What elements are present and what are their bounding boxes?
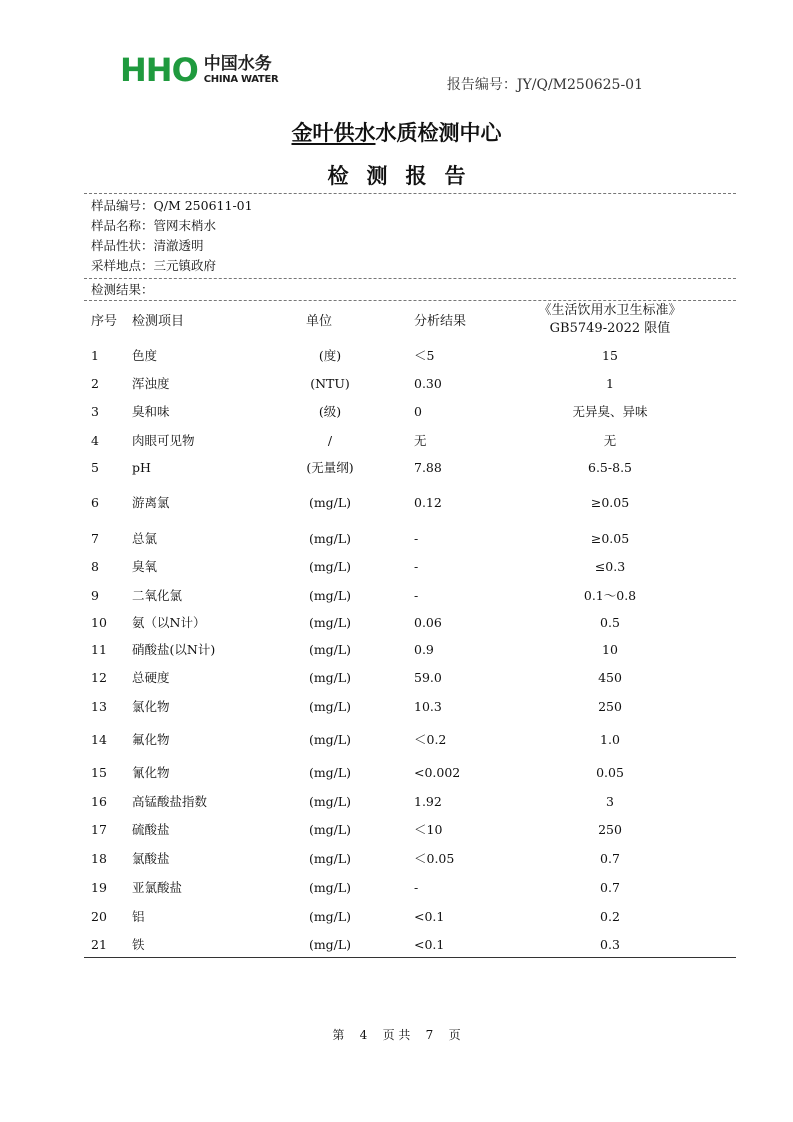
cell-result: -: [414, 880, 419, 895]
cell-result: 0.12: [414, 495, 442, 510]
cell-limit: 0.2: [600, 909, 620, 924]
divider-results: [84, 300, 736, 301]
cell-limit: 0.5: [600, 615, 620, 630]
cell-item: 浑浊度: [132, 376, 170, 391]
cell-limit: 6.5-8.5: [588, 460, 632, 475]
table-row: [0, 374, 793, 394]
table-row: [0, 529, 793, 549]
logo-mark: HHO: [120, 51, 198, 89]
cell-result: <0.002: [414, 765, 461, 780]
cell-limit: 250: [598, 822, 622, 837]
cell-result: 59.0: [414, 670, 442, 685]
table-row: [0, 849, 793, 869]
table-row: [0, 431, 793, 451]
cell-item: 总氯: [132, 531, 158, 546]
cell-seq: 20: [91, 909, 107, 924]
cell-seq: 10: [91, 615, 107, 630]
sample-name: 样品名称：管网末梢水: [91, 218, 217, 233]
header-result: 分析结果: [414, 314, 467, 329]
header-limit-standard: 《生活饮用水卫生标准》: [538, 303, 682, 318]
cell-seq: 6: [91, 495, 99, 510]
cell-unit: (mg/L): [308, 822, 352, 837]
table-row: [0, 346, 793, 366]
cell-result: ＜5: [414, 348, 435, 363]
cell-unit: /: [327, 433, 333, 448]
cell-seq: 3: [91, 404, 99, 419]
cell-unit: (NTU): [310, 376, 350, 391]
table-row: [0, 820, 793, 840]
cell-item: 氯酸盐: [132, 851, 170, 866]
cell-limit: 1.0: [600, 732, 620, 747]
footer-end: 页: [448, 1028, 461, 1042]
cell-result: 7.88: [414, 460, 442, 475]
logo-text: [204, 54, 279, 86]
company-logo: [120, 50, 278, 90]
cell-seq: 5: [91, 460, 99, 475]
cell-unit: (mg/L): [308, 588, 352, 603]
cell-result: 0.30: [414, 376, 442, 391]
sample-info: [91, 196, 253, 276]
table-row: [0, 668, 793, 688]
document-subtitle: 检测报告: [327, 164, 484, 188]
cell-item: pH: [132, 460, 151, 475]
cell-limit: 0.7: [600, 851, 620, 866]
footer-total-pages: 7: [425, 1028, 434, 1042]
table-row: [0, 763, 793, 783]
cell-limit: 10: [602, 642, 618, 657]
cell-item: 亚氯酸盐: [132, 880, 183, 895]
cell-seq: 7: [91, 531, 99, 546]
cell-unit: (mg/L): [308, 642, 352, 657]
cell-item: 肉眼可见物: [132, 433, 195, 448]
cell-result: -: [414, 531, 419, 546]
header-limit: [500, 302, 720, 338]
cell-item: 臭氧: [132, 559, 158, 574]
cell-item: 色度: [132, 348, 158, 363]
table-row: [0, 730, 793, 750]
cell-item: 氨（以N计）: [132, 615, 206, 630]
table-row: [0, 878, 793, 898]
cell-limit: 1: [606, 376, 614, 391]
logo-english: CHINA WATER: [203, 74, 279, 85]
sampling-location: 采样地点：三元镇政府: [91, 258, 217, 273]
header-limit-code: GB5749-2022 限值: [549, 321, 671, 336]
table-row: [0, 697, 793, 717]
cell-limit: 0.7: [600, 880, 620, 895]
sample-appearance: 样品性状：清澈透明: [91, 238, 204, 253]
cell-limit: 3: [606, 794, 614, 809]
cell-unit: (mg/L): [308, 880, 352, 895]
cell-unit: (mg/L): [308, 670, 352, 685]
table-row: [0, 402, 793, 422]
cell-result: -: [414, 588, 419, 603]
cell-result: <0.1: [414, 909, 445, 924]
cell-seq: 11: [91, 642, 107, 657]
report-number: 报告编号：JY/Q/M250625-01: [446, 77, 643, 93]
cell-unit: (mg/L): [308, 765, 352, 780]
cell-result: 无: [414, 433, 427, 448]
header-item: 检测项目: [132, 314, 185, 329]
cell-result: ＜0.05: [414, 851, 455, 866]
cell-limit: 250: [598, 699, 622, 714]
cell-item: 铝: [132, 909, 145, 924]
cell-result: -: [414, 559, 419, 574]
cell-result: 0.06: [414, 615, 442, 630]
table-row: [0, 557, 793, 577]
table-row: [0, 907, 793, 927]
cell-seq: 19: [91, 880, 107, 895]
cell-seq: 16: [91, 794, 107, 809]
cell-item: 二氧化氯: [132, 588, 183, 603]
cell-result: ＜0.2: [414, 732, 447, 747]
cell-limit: ≤0.3: [594, 559, 626, 574]
cell-result: 0.9: [414, 642, 434, 657]
cell-unit: (无量纲): [306, 460, 354, 475]
sample-id: 样品编号：Q/M 250611-01: [91, 198, 253, 213]
cell-seq: 14: [91, 732, 107, 747]
cell-item: 总硬度: [132, 670, 170, 685]
result-label: 检测结果：: [91, 282, 154, 297]
cell-seq: 8: [91, 559, 99, 574]
cell-unit: (mg/L): [308, 937, 352, 952]
table-row: [0, 613, 793, 633]
cell-item: 氟化物: [132, 732, 170, 747]
cell-result: ＜10: [414, 822, 443, 837]
cell-seq: 13: [91, 699, 107, 714]
cell-seq: 15: [91, 765, 107, 780]
divider-info: [84, 278, 736, 279]
cell-limit: 15: [602, 348, 618, 363]
cell-result: 10.3: [414, 699, 442, 714]
cell-item: 铁: [132, 937, 145, 952]
cell-item: 氯化物: [132, 699, 170, 714]
table-row: [0, 640, 793, 660]
table-row: [0, 935, 793, 955]
cell-result: 0: [414, 404, 422, 419]
page-footer: [0, 1026, 793, 1043]
document-title: [0, 117, 793, 147]
cell-seq: 1: [91, 348, 99, 363]
cell-limit: 0.1～0.8: [583, 588, 637, 603]
cell-seq: 2: [91, 376, 99, 391]
footer-page-label: 第: [332, 1028, 345, 1042]
table-row: [0, 792, 793, 812]
cell-unit: (mg/L): [308, 615, 352, 630]
title-underlined: 金叶供水: [291, 121, 376, 145]
cell-seq: 9: [91, 588, 99, 603]
cell-seq: 18: [91, 851, 107, 866]
cell-unit: (mg/L): [308, 909, 352, 924]
cell-seq: 4: [91, 433, 99, 448]
cell-seq: 21: [91, 937, 107, 952]
cell-limit: 无: [603, 433, 617, 448]
header-seq: 序号: [91, 314, 118, 329]
header-unit: 单位: [306, 314, 333, 329]
cell-limit: 450: [598, 670, 622, 685]
cell-item: 氰化物: [132, 765, 170, 780]
cell-limit: ≥0.05: [590, 495, 630, 510]
cell-unit: (mg/L): [308, 699, 352, 714]
cell-seq: 17: [91, 822, 107, 837]
cell-limit: 0.3: [600, 937, 620, 952]
table-row: [0, 458, 793, 478]
cell-unit: (mg/L): [308, 732, 352, 747]
cell-item: 臭和味: [132, 404, 170, 419]
footer-middle: 页 共: [382, 1028, 411, 1042]
cell-unit: (度): [318, 348, 342, 363]
cell-unit: (mg/L): [308, 531, 352, 546]
cell-item: 高锰酸盐指数: [132, 794, 208, 809]
divider-bottom: [84, 957, 736, 958]
table-row: [0, 586, 793, 606]
cell-unit: (mg/L): [308, 851, 352, 866]
divider-top: [84, 193, 736, 194]
cell-unit: (mg/L): [308, 794, 352, 809]
cell-item: 硝酸盐(以N计): [132, 642, 216, 657]
cell-unit: (mg/L): [308, 559, 352, 574]
cell-unit: (级): [318, 404, 342, 419]
cell-limit: 0.05: [596, 765, 624, 780]
cell-unit: (mg/L): [308, 495, 352, 510]
cell-item: 游离氯: [132, 495, 170, 510]
cell-result: 1.92: [414, 794, 442, 809]
cell-limit: ≥0.05: [590, 531, 630, 546]
logo-chinese: 中国水务: [203, 54, 272, 74]
cell-seq: 12: [91, 670, 107, 685]
cell-limit: 无异臭、异味: [572, 404, 648, 419]
cell-item: 硫酸盐: [132, 822, 170, 837]
footer-page-number: 4: [359, 1028, 368, 1042]
table-row: [0, 493, 793, 513]
cell-result: <0.1: [414, 937, 445, 952]
title-rest: 水质检测中心: [375, 121, 502, 145]
